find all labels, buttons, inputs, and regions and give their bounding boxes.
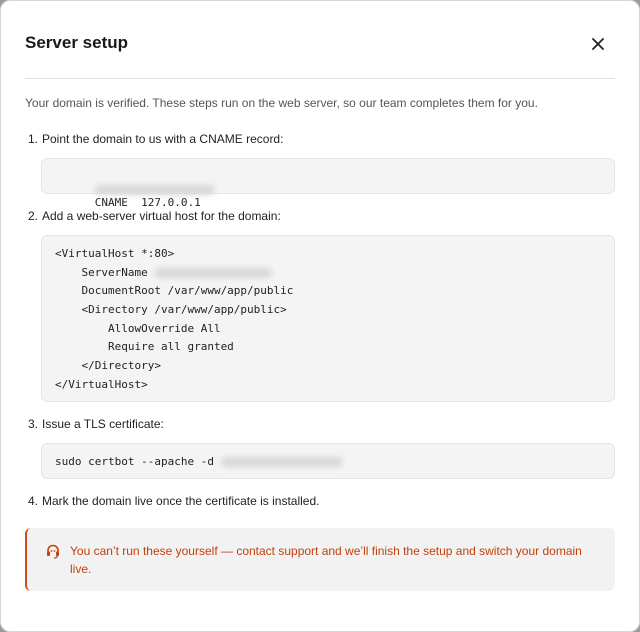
step-number: 3. [28, 417, 39, 431]
step-text: Mark the domain live once the certificate is installed. [42, 494, 320, 508]
code-line: </VirtualHost> [55, 378, 148, 391]
step-number: 1. [28, 132, 39, 146]
code-line: <Directory /var/www/app/public> [55, 303, 287, 316]
intro-text: Your domain is verified. These steps run on the web server, so our team completes them for you. [25, 96, 538, 110]
certbot-command: sudo certbot --apache -d [55, 455, 221, 468]
step-text: Add a web-server virtual host for the domain: [42, 209, 281, 223]
step-number: 4. [28, 494, 39, 508]
code-line: DocumentRoot /var/www/app/public [55, 284, 294, 297]
support-alert-text: You can’t run these yourself — contact support and we’ll finish the setup and switch your domain live. [70, 544, 582, 576]
step-4 [28, 494, 319, 508]
vhost-code-block[interactable] [41, 235, 615, 402]
redacted-domain [95, 185, 215, 195]
code-line: <VirtualHost *:80> [55, 247, 175, 260]
code-line-text: ServerName [55, 266, 155, 279]
step-1 [28, 132, 283, 146]
code-line: Require all granted [55, 340, 234, 353]
code-line [55, 266, 272, 279]
cname-target: 127.0.0.1 [141, 196, 201, 209]
step-2 [28, 209, 281, 223]
step-text: Point the domain to us with a CNAME record: [42, 132, 284, 146]
cname-record-type: CNAME [94, 196, 128, 209]
step-text: Issue a TLS certificate: [42, 417, 164, 431]
support-alert [25, 528, 615, 591]
redacted-domain [154, 268, 272, 278]
cname-code-block[interactable] [41, 158, 615, 209]
redacted-domain [221, 457, 343, 467]
header-divider [25, 78, 615, 79]
close-icon [592, 38, 604, 50]
code-line: AllowOverride All [55, 322, 221, 335]
certbot-code-block[interactable] [41, 443, 615, 479]
code-line: </Directory> [55, 359, 161, 372]
close-button[interactable] [585, 31, 611, 57]
step-3 [28, 417, 164, 431]
dialog-title: Server setup [25, 33, 128, 52]
support-headset-icon [45, 543, 61, 559]
step-number: 2. [28, 209, 39, 223]
